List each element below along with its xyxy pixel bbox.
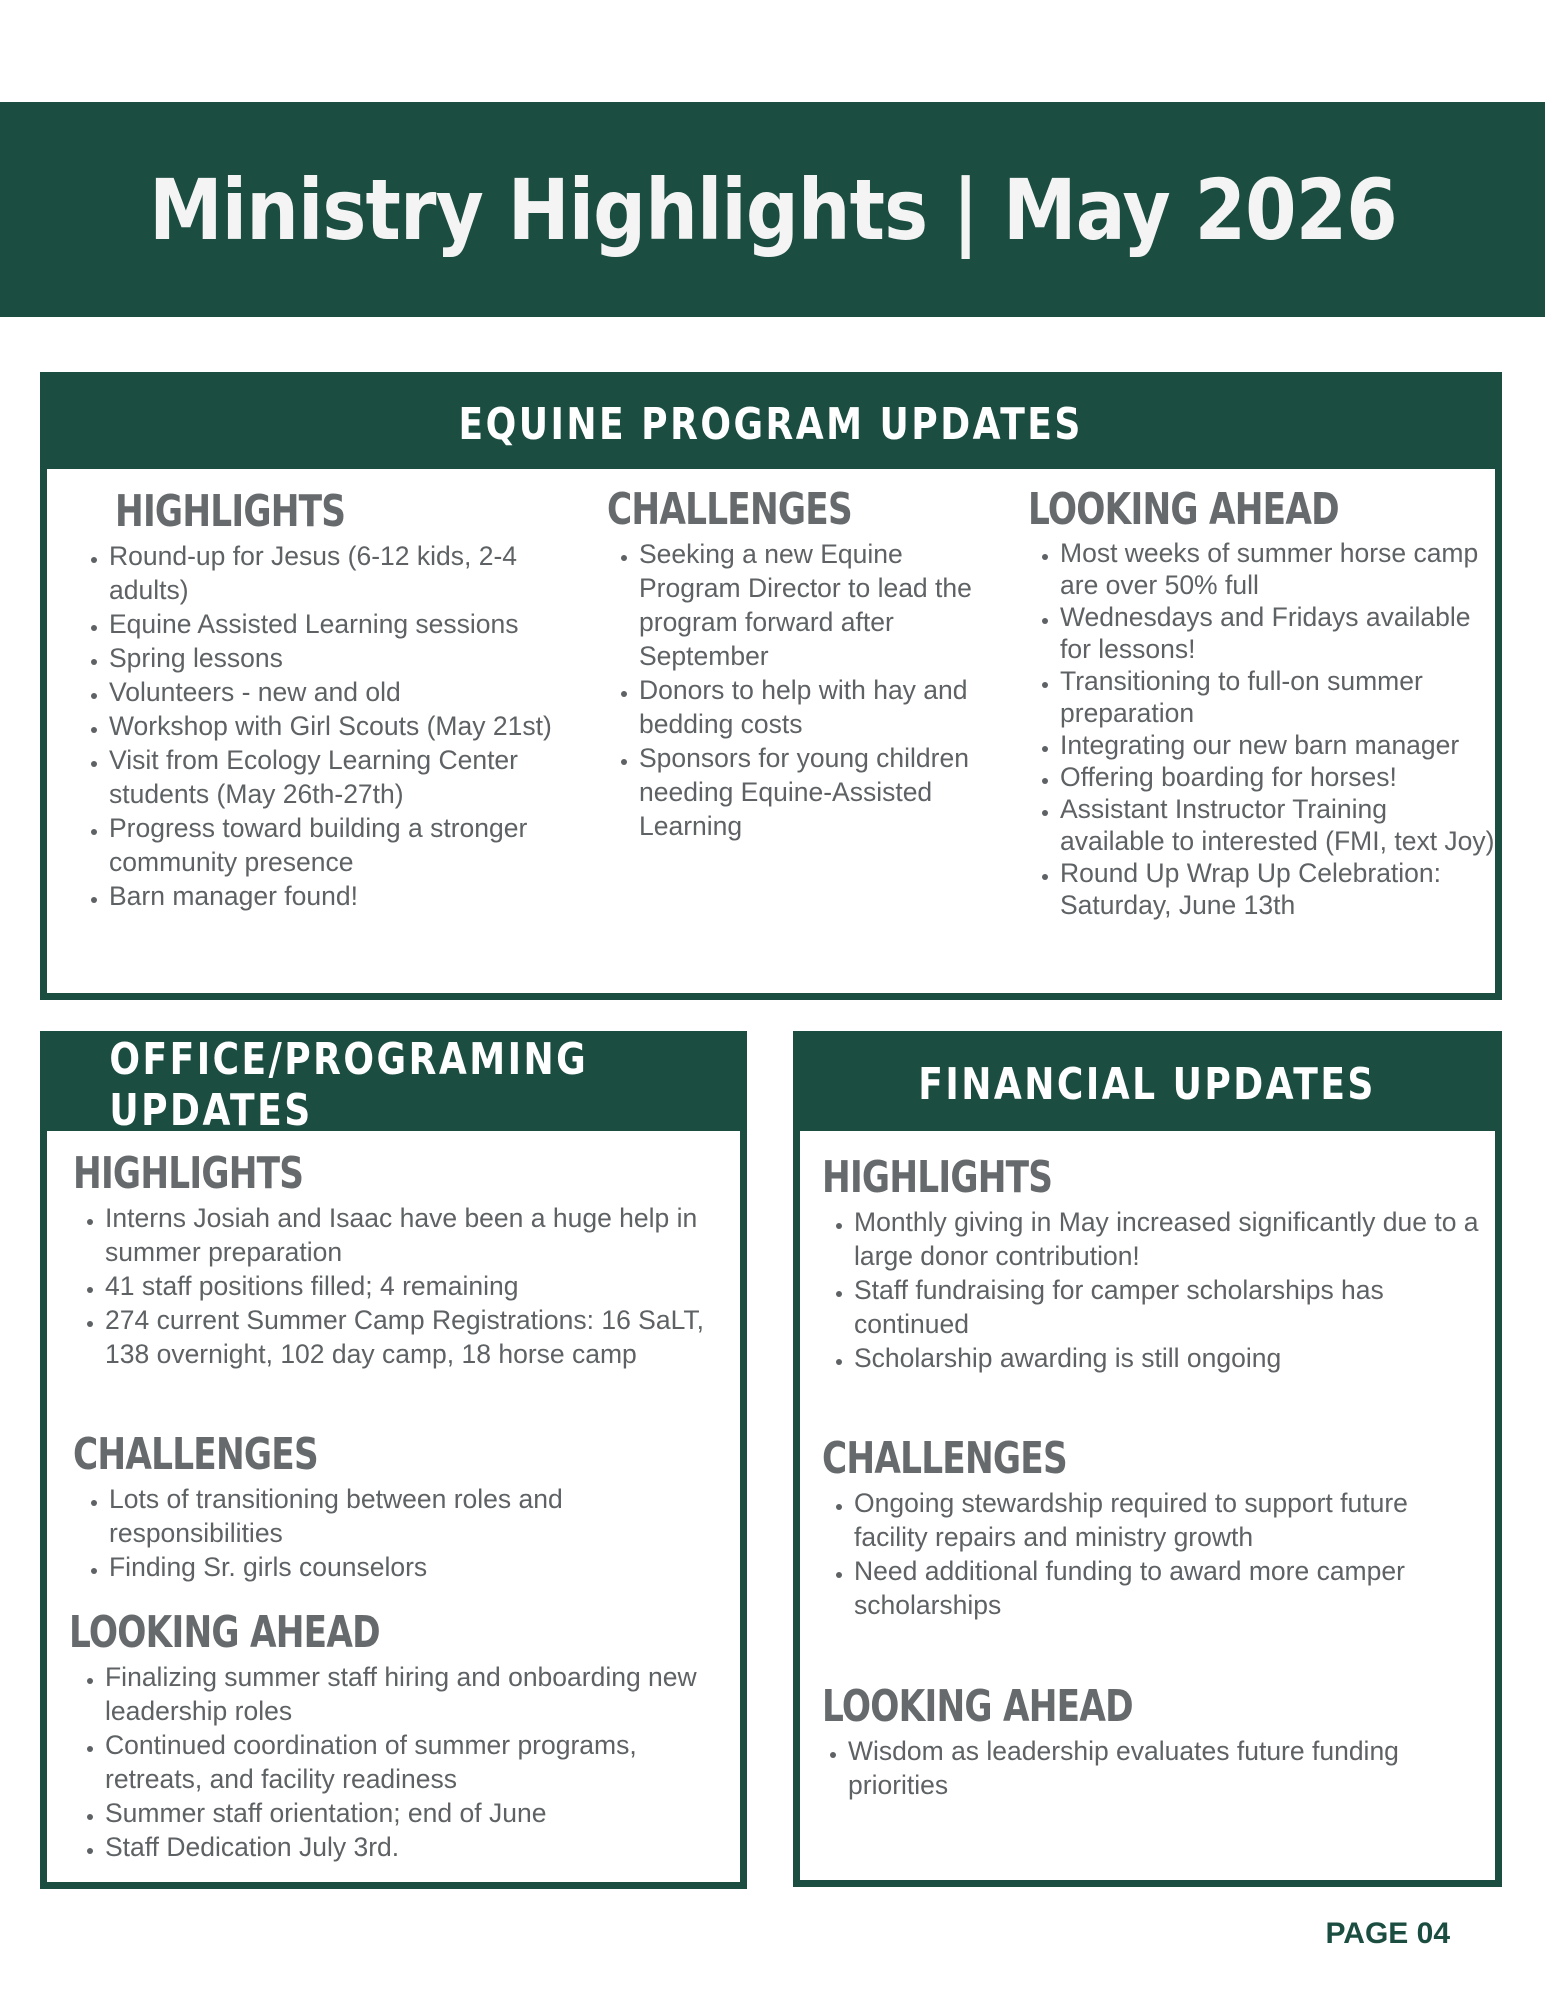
- financial-highlights-list: [822, 1205, 1482, 1375]
- list-item: • Wisdom as leadership evaluates future funding priorities: [848, 1734, 1482, 1802]
- page-number: PAGE 04: [1325, 1917, 1450, 1950]
- financial-panel: [793, 1031, 1502, 1887]
- section-title: HIGHLIGHTS: [73, 1148, 304, 1199]
- office-looking-ahead-list: [69, 1660, 723, 1864]
- list-item: • Interns Josiah and Isaac have been a huge help in summer preparation: [105, 1201, 723, 1269]
- office-panel: [40, 1031, 747, 1889]
- list-item: • Spring lessons: [109, 641, 597, 675]
- list-item: • Ongoing stewardship required to support future facility repairs and ministry growth: [854, 1486, 1482, 1554]
- section-title: CHALLENGES: [607, 484, 852, 535]
- financial-challenges-list: [822, 1486, 1482, 1622]
- list-item: • Assistant Instructor Training available to interested (FMI, text Joy): [1060, 793, 1498, 857]
- list-item: • Finalizing summer staff hiring and onboarding new leadership roles: [105, 1660, 723, 1728]
- list-item: • Volunteers - new and old: [109, 675, 597, 709]
- section-title: CHALLENGES: [73, 1429, 318, 1480]
- section-title: CHALLENGES: [822, 1433, 1067, 1484]
- list-item: • Seeking a new Equine Program Director to lead the program forward after September: [639, 537, 1007, 673]
- equine-panel-heading: EQUINE PROGRAM UPDATES: [47, 379, 1495, 469]
- list-item: • Scholarship awarding is still ongoing: [854, 1341, 1482, 1375]
- list-item: • Equine Assisted Learning sessions: [109, 607, 597, 641]
- financial-challenges: [822, 1433, 1482, 1622]
- section-title: LOOKING AHEAD: [822, 1681, 1133, 1732]
- office-challenges-list: [73, 1482, 723, 1584]
- office-panel-heading: OFFICE/PROGRAMING UPDATES: [47, 1038, 740, 1131]
- equine-challenges-list: [607, 537, 1007, 843]
- header-banner: [0, 102, 1545, 317]
- office-looking-ahead: [69, 1607, 723, 1864]
- list-item: • 274 current Summer Camp Registrations: 16 SaLT, 138 overnight, 102 day camp, 18 horse camp: [105, 1303, 723, 1371]
- equine-panel: [40, 372, 1502, 1000]
- office-highlights-list: [73, 1201, 723, 1371]
- office-highlights: [73, 1148, 723, 1371]
- list-item: • Sponsors for young children needing Equine-Assisted Learning: [639, 741, 1007, 843]
- page-title: Ministry Highlights | May 2026: [148, 160, 1397, 259]
- list-item: • Staff fundraising for camper scholarships has continued: [854, 1273, 1482, 1341]
- list-item: • Summer staff orientation; end of June: [105, 1796, 723, 1830]
- list-item: • Barn manager found!: [109, 879, 597, 913]
- financial-looking-ahead-list: [822, 1734, 1482, 1802]
- section-title: HIGHLIGHTS: [822, 1152, 1053, 1203]
- equine-highlights-list: [77, 539, 597, 913]
- list-item: • Offering boarding for horses!: [1060, 761, 1498, 793]
- equine-looking-ahead-list: [1028, 537, 1498, 921]
- list-item: • Need additional funding to award more camper scholarships: [854, 1554, 1482, 1622]
- list-item: • Workshop with Girl Scouts (May 21st): [109, 709, 597, 743]
- section-title: LOOKING AHEAD: [1028, 484, 1339, 535]
- list-item: • Monthly giving in May increased significantly due to a large donor contribution!: [854, 1205, 1482, 1273]
- list-item: • Donors to help with hay and bedding costs: [639, 673, 1007, 741]
- list-item: • Wednesdays and Fridays available for lessons!: [1060, 601, 1498, 665]
- list-item: • Progress toward building a stronger community presence: [109, 811, 597, 879]
- equine-looking-ahead: [1028, 484, 1498, 921]
- equine-challenges: [607, 484, 1007, 843]
- list-item: • Continued coordination of summer programs, retreats, and facility readiness: [105, 1728, 723, 1796]
- financial-looking-ahead: [822, 1681, 1482, 1802]
- section-title: LOOKING AHEAD: [69, 1607, 380, 1658]
- list-item: • Round-up for Jesus (6-12 kids, 2-4 adults): [109, 539, 597, 607]
- list-item: • Integrating our new barn manager: [1060, 729, 1498, 761]
- office-challenges: [73, 1429, 723, 1584]
- list-item: • Transitioning to full-on summer preparation: [1060, 665, 1498, 729]
- list-item: • Lots of transitioning between roles and responsibilities: [109, 1482, 723, 1550]
- list-item: • 41 staff positions filled; 4 remaining: [105, 1269, 723, 1303]
- financial-highlights: [822, 1152, 1482, 1375]
- equine-highlights: [77, 486, 597, 913]
- section-title: HIGHLIGHTS: [115, 486, 346, 537]
- list-item: • Finding Sr. girls counselors: [109, 1550, 723, 1584]
- list-item: • Visit from Ecology Learning Center students (May 26th-27th): [109, 743, 597, 811]
- list-item: • Most weeks of summer horse camp are over 50% full: [1060, 537, 1498, 601]
- financial-panel-heading: FINANCIAL UPDATES: [800, 1038, 1495, 1131]
- list-item: • Round Up Wrap Up Celebration: Saturday, June 13th: [1060, 857, 1498, 921]
- list-item: • Staff Dedication July 3rd.: [105, 1830, 723, 1864]
